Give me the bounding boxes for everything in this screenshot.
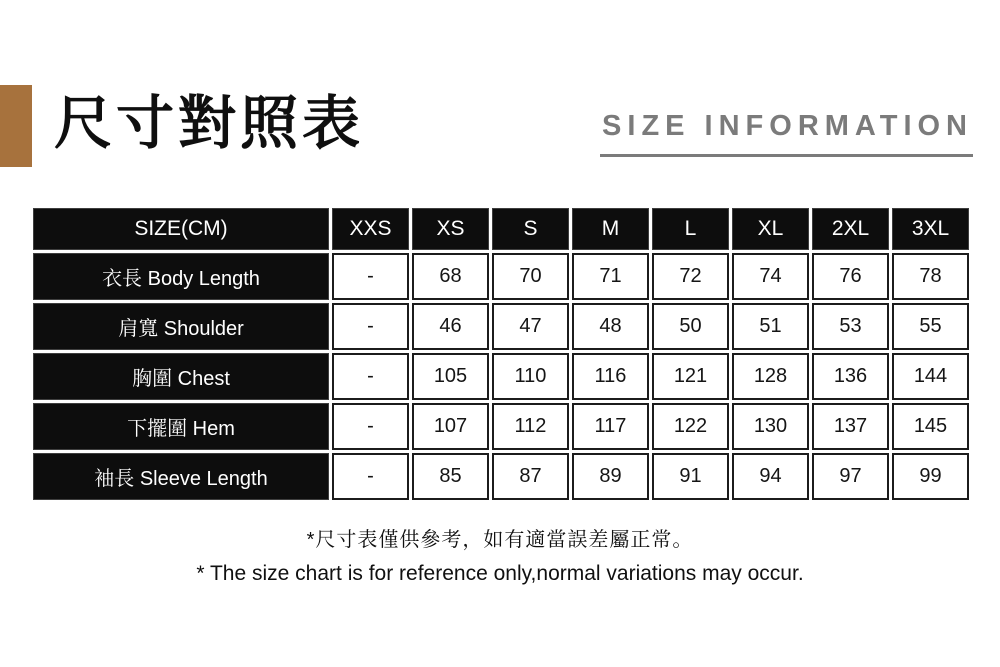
column-header-xl: XL (732, 208, 809, 250)
column-header-s: S (492, 208, 569, 250)
footnote-english: * The size chart is for reference only,normal variations may occur. (196, 562, 804, 585)
row-label-sleeve-length: 袖長 Sleeve Length (33, 453, 329, 500)
cell-hem-s: 112 (492, 403, 569, 450)
size-information-underline (600, 154, 973, 157)
row-label-shoulder: 肩寬 Shoulder (33, 303, 329, 350)
cell-hem-l: 122 (652, 403, 729, 450)
cell-shoulder-xl: 51 (732, 303, 809, 350)
size-chart-table (30, 205, 972, 503)
cell-body-length-l: 72 (652, 253, 729, 300)
cell-body-length-xl: 74 (732, 253, 809, 300)
column-header-3xl: 3XL (892, 208, 969, 250)
cell-shoulder-xxs: - (332, 303, 409, 350)
cell-sleeve-length-l: 91 (652, 453, 729, 500)
size-information-heading (600, 110, 973, 157)
cell-hem-xl: 130 (732, 403, 809, 450)
cell-sleeve-length-xxs: - (332, 453, 409, 500)
cell-chest-m: 116 (572, 353, 649, 400)
cell-hem-xxs: - (332, 403, 409, 450)
page-title: 尺寸對照表 (54, 91, 365, 156)
table-header-row (33, 208, 969, 250)
cell-shoulder-3xl: 55 (892, 303, 969, 350)
cell-body-length-3xl: 78 (892, 253, 969, 300)
cell-chest-l: 121 (652, 353, 729, 400)
cell-sleeve-length-2xl: 97 (812, 453, 889, 500)
cell-chest-xl: 128 (732, 353, 809, 400)
row-label-hem: 下擺圍 Hem (33, 403, 329, 450)
cell-shoulder-2xl: 53 (812, 303, 889, 350)
cell-hem-m: 117 (572, 403, 649, 450)
table-row-shoulder (33, 303, 969, 350)
cell-body-length-xxs: - (332, 253, 409, 300)
cell-chest-3xl: 144 (892, 353, 969, 400)
row-label-chest: 胸圍 Chest (33, 353, 329, 400)
cell-hem-2xl: 137 (812, 403, 889, 450)
column-header-l: L (652, 208, 729, 250)
cell-hem-3xl: 145 (892, 403, 969, 450)
title-accent-bar (0, 85, 32, 167)
cell-chest-xxs: - (332, 353, 409, 400)
row-label-body-length: 衣長 Body Length (33, 253, 329, 300)
cell-chest-2xl: 136 (812, 353, 889, 400)
cell-shoulder-m: 48 (572, 303, 649, 350)
cell-body-length-2xl: 76 (812, 253, 889, 300)
cell-chest-xs: 105 (412, 353, 489, 400)
cell-shoulder-s: 47 (492, 303, 569, 350)
size-information-label: SIZE INFORMATION (602, 110, 973, 142)
table-row-sleeve-length (33, 453, 969, 500)
cell-body-length-xs: 68 (412, 253, 489, 300)
table-row-chest (33, 353, 969, 400)
cell-sleeve-length-xl: 94 (732, 453, 809, 500)
cell-body-length-m: 71 (572, 253, 649, 300)
cell-body-length-s: 70 (492, 253, 569, 300)
cell-chest-s: 110 (492, 353, 569, 400)
cell-sleeve-length-xs: 85 (412, 453, 489, 500)
cell-sleeve-length-m: 89 (572, 453, 649, 500)
table-row-hem (33, 403, 969, 450)
cell-sleeve-length-3xl: 99 (892, 453, 969, 500)
cell-shoulder-xs: 46 (412, 303, 489, 350)
footnote-chinese: *尺寸表僅供參考，如有適當誤差屬正常。 (306, 529, 694, 551)
column-header-xs: XS (412, 208, 489, 250)
cell-sleeve-length-s: 87 (492, 453, 569, 500)
column-header-2xl: 2XL (812, 208, 889, 250)
column-header-xxs: XXS (332, 208, 409, 250)
table-row-body-length (33, 253, 969, 300)
column-header-size-cm: SIZE(CM) (33, 208, 329, 250)
cell-shoulder-l: 50 (652, 303, 729, 350)
cell-hem-xs: 107 (412, 403, 489, 450)
column-header-m: M (572, 208, 649, 250)
